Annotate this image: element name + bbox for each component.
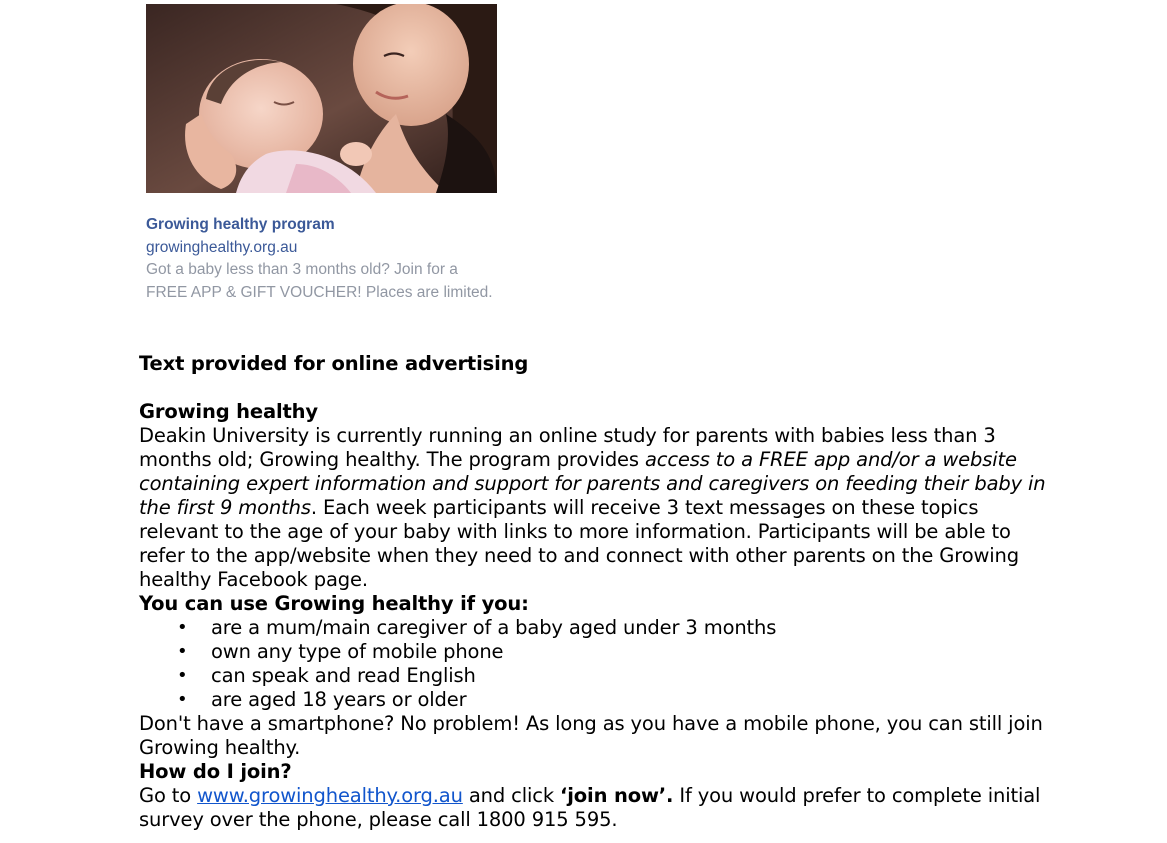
- facebook-ad-card[interactable]: [146, 4, 498, 304]
- join-middle: and click: [462, 784, 561, 807]
- bullet-icon: •: [177, 641, 188, 662]
- join-paragraph: [139, 784, 1049, 832]
- intro-emphasis: access to a FREE app and/or a website containing expert information and support for parents and caregivers on feeding their baby in the first 9 months: [139, 448, 1046, 519]
- ad-photo-mother-and-baby[interactable]: [146, 4, 497, 193]
- list-item: [139, 664, 1049, 688]
- website-link[interactable]: www.growinghealthy.org.au: [197, 784, 463, 807]
- list-item-text: are aged 18 years or older: [211, 688, 467, 711]
- advertising-text-document: [139, 352, 1049, 832]
- list-item: [139, 616, 1049, 640]
- eligibility-list: [139, 616, 1049, 712]
- ad-title-link[interactable]: Growing healthy program: [146, 216, 335, 233]
- bullet-icon: •: [177, 689, 188, 710]
- bullet-icon: •: [177, 665, 188, 686]
- section-heading: Text provided for online advertising: [139, 352, 529, 375]
- eligibility-heading: You can use Growing healthy if you:: [139, 592, 529, 615]
- program-title: Growing healthy: [139, 400, 318, 423]
- no-smartphone-paragraph: Don't have a smartphone? No problem! As long as you have a mobile phone, you can still join Growing healthy.: [139, 712, 1043, 759]
- join-heading: How do I join?: [139, 760, 292, 783]
- intro-paragraph: [139, 424, 1049, 592]
- list-item-text: are a mum/main caregiver of a baby aged under 3 months: [211, 616, 777, 639]
- ad-description: Got a baby less than 3 months old? Join for a FREE APP & GIFT VOUCHER! Places are limited.: [146, 261, 493, 301]
- list-item: [139, 640, 1049, 664]
- ad-domain-link[interactable]: growinghealthy.org.au: [146, 238, 298, 256]
- join-now-text: ‘join now’.: [560, 784, 674, 807]
- list-item: [139, 688, 1049, 712]
- list-item-text: own any type of mobile phone: [211, 640, 504, 663]
- join-prefix: Go to: [139, 784, 198, 807]
- intro-text: Deakin University is currently running an online study for parents with babies less than 3 months old; Growing healthy. The program provides: [139, 424, 996, 471]
- join-suffix: If you would prefer to complete initial survey over the phone, please call 1800 915 595.: [139, 784, 1041, 831]
- list-item-text: can speak and read English: [211, 664, 476, 687]
- ad-caption: [146, 214, 498, 304]
- intro-text-rest: . Each week participants will receive 3 text messages on these topics relevant to the age of your baby with links to more information. Participants will be able to refer to the app/website when they need to and connect with other parents on the Growing healthy Facebook page.: [139, 496, 1019, 591]
- bullet-icon: •: [177, 617, 188, 638]
